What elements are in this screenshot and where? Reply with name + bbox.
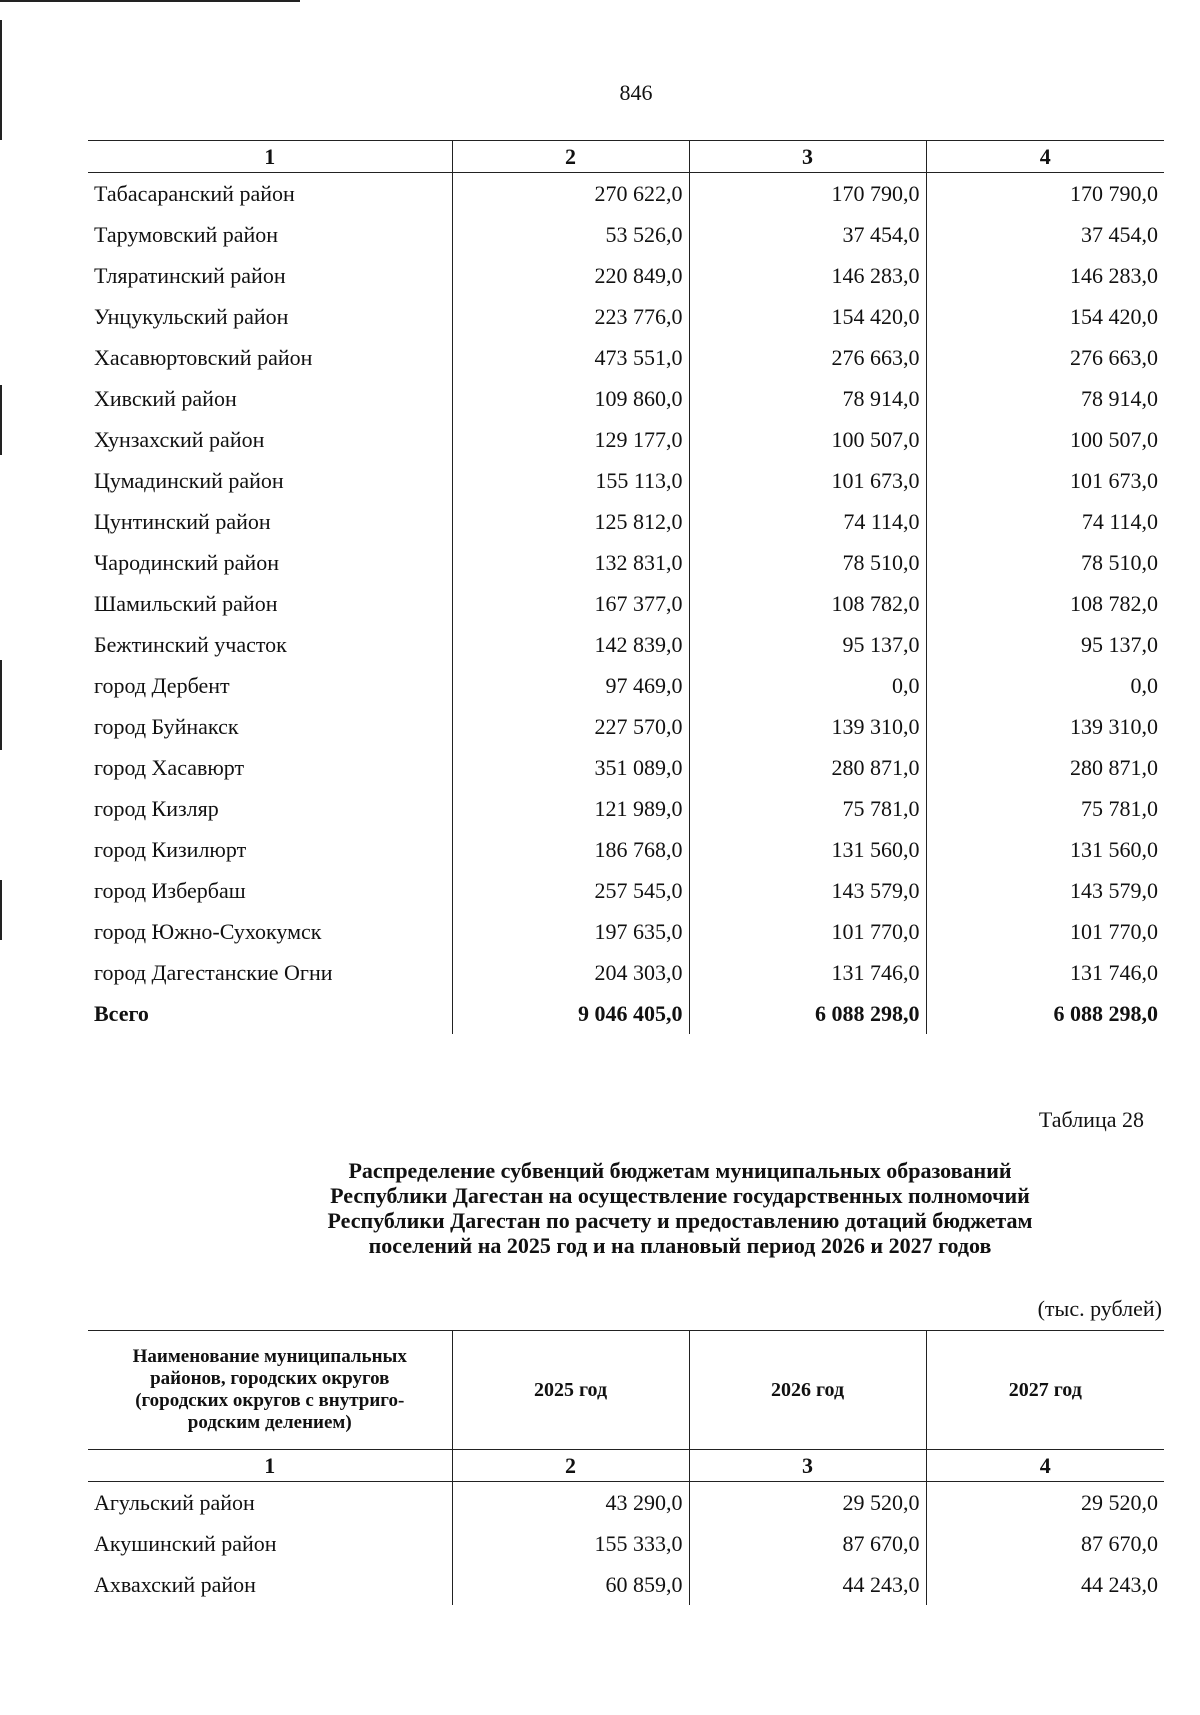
row-name: город Хасавюрт: [88, 747, 452, 788]
value-2025: 9 046 405,0: [452, 993, 689, 1034]
value-2025: 125 812,0: [452, 501, 689, 542]
header-name-line: Наименование муниципальных: [132, 1346, 407, 1367]
table-row: [88, 665, 1164, 706]
table-row: [88, 911, 1164, 952]
scan-top-line: [0, 0, 300, 2]
value-2025: 43 290,0: [452, 1482, 689, 1524]
table-row: [88, 706, 1164, 747]
table-title-line: Республики Дагестан на осуществление государственных полномочий: [330, 1183, 1030, 1208]
value-2026: 108 782,0: [689, 583, 926, 624]
column-number: 1: [88, 1450, 452, 1482]
table-row: [88, 173, 1164, 215]
row-name: Агульский район: [88, 1482, 452, 1524]
column-number: 3: [689, 1450, 926, 1482]
table-row: [88, 1482, 1164, 1524]
value-2027: 139 310,0: [1070, 713, 1158, 739]
value-2027: 95 137,0: [1081, 631, 1158, 657]
value-2025: 53 526,0: [452, 214, 689, 255]
column-number-row: [88, 141, 1164, 173]
row-name: Унцукульский район: [88, 296, 452, 337]
value-2027: 87 670,0: [1081, 1530, 1158, 1556]
value-2025: 132 831,0: [452, 542, 689, 583]
value-2027: 100 507,0: [1070, 426, 1158, 452]
value-2026: 276 663,0: [689, 337, 926, 378]
value-2026: 0,0: [689, 665, 926, 706]
value-2026: 37 454,0: [689, 214, 926, 255]
value-2026: 139 310,0: [689, 706, 926, 747]
value-2025: 473 551,0: [452, 337, 689, 378]
total-row: [88, 993, 1164, 1034]
table-row: [88, 378, 1164, 419]
value-2026: 154 420,0: [689, 296, 926, 337]
column-number-row: [88, 1450, 1164, 1482]
row-name: Цунтинский район: [88, 501, 452, 542]
column-number: 4: [926, 141, 1164, 173]
header-name-cell: [88, 1331, 452, 1450]
row-name: Табасаранский район: [88, 173, 452, 215]
value-2025: 351 089,0: [452, 747, 689, 788]
row-name: город Кизилюрт: [88, 829, 452, 870]
scan-edge-mark: [0, 660, 2, 750]
column-number: 3: [689, 141, 926, 173]
scan-edge-mark: [0, 880, 2, 940]
value-2026: 143 579,0: [689, 870, 926, 911]
value-2025: 186 768,0: [452, 829, 689, 870]
value-2026: 29 520,0: [689, 1482, 926, 1524]
value-2025: 227 570,0: [452, 706, 689, 747]
header-2025: 2025 год: [452, 1331, 689, 1450]
table-row: [88, 583, 1164, 624]
table-continuation: [88, 140, 1164, 1034]
value-2027: 280 871,0: [1070, 754, 1158, 780]
table-row: [88, 829, 1164, 870]
table-title: [180, 1158, 1180, 1258]
value-2026: 87 670,0: [689, 1523, 926, 1564]
value-2025: 121 989,0: [452, 788, 689, 829]
value-2026: 101 673,0: [689, 460, 926, 501]
table-title-line: Республики Дагестан по расчету и предоставлению дотаций бюджетам: [327, 1208, 1033, 1233]
value-2025: 60 859,0: [452, 1564, 689, 1605]
table-row: [88, 870, 1164, 911]
value-2026: 146 283,0: [689, 255, 926, 296]
row-name: Шамильский район: [88, 583, 452, 624]
table-row: [88, 255, 1164, 296]
value-2025: 167 377,0: [452, 583, 689, 624]
value-2027: 37 454,0: [1081, 221, 1158, 247]
header-name-line: родским делением): [187, 1412, 352, 1433]
row-name: Цумадинский район: [88, 460, 452, 501]
value-2027: 78 510,0: [1081, 549, 1158, 575]
table-number: Таблица 28: [1038, 1107, 1144, 1132]
value-2027: 154 420,0: [1070, 303, 1158, 329]
row-name: Хивский район: [88, 378, 452, 419]
column-number: 2: [452, 141, 689, 173]
row-name: город Буйнакск: [88, 706, 452, 747]
value-2025: 109 860,0: [452, 378, 689, 419]
value-2027: 170 790,0: [1070, 180, 1158, 206]
table-row: [88, 747, 1164, 788]
value-2027: 74 114,0: [1081, 508, 1158, 534]
table-title-line: Распределение субвенций бюджетам муниципальных образований: [348, 1158, 1012, 1183]
value-2026: 131 560,0: [689, 829, 926, 870]
row-name: Ахвахский район: [88, 1564, 452, 1605]
row-name: Чародинский район: [88, 542, 452, 583]
page-number: 846: [619, 80, 653, 105]
value-2026: 170 790,0: [689, 173, 926, 215]
value-2026: 75 781,0: [689, 788, 926, 829]
value-2025: 197 635,0: [452, 911, 689, 952]
value-2027: 143 579,0: [1070, 877, 1158, 903]
header-row: [88, 1331, 1164, 1450]
value-2025: 155 333,0: [452, 1523, 689, 1564]
row-name: город Дагестанские Огни: [88, 952, 452, 993]
value-2027: 131 746,0: [1070, 959, 1158, 985]
value-2027: 146 283,0: [1070, 262, 1158, 288]
value-2027: 101 770,0: [1070, 918, 1158, 944]
value-2025: 223 776,0: [452, 296, 689, 337]
value-2025: 142 839,0: [452, 624, 689, 665]
value-2027: 78 914,0: [1081, 385, 1158, 411]
value-2027: 29 520,0: [1081, 1489, 1158, 1515]
value-2027: 44 243,0: [1081, 1571, 1158, 1597]
table-title-line: поселений на 2025 год и на плановый период 2026 и 2027 годов: [368, 1233, 992, 1258]
row-name: Всего: [88, 993, 452, 1034]
column-number: 4: [926, 1450, 1164, 1482]
table-row: [88, 1564, 1164, 1605]
table-row: [88, 501, 1164, 542]
row-name: Хасавюртовский район: [88, 337, 452, 378]
value-2025: 270 622,0: [452, 173, 689, 215]
table-row: [88, 460, 1164, 501]
table-subventions: [88, 1330, 1164, 1605]
value-2027: 75 781,0: [1081, 795, 1158, 821]
value-2025: 204 303,0: [452, 952, 689, 993]
value-2025: 257 545,0: [452, 870, 689, 911]
value-2025: 129 177,0: [452, 419, 689, 460]
value-2027: 101 673,0: [1070, 467, 1158, 493]
row-name: Акушинский район: [88, 1523, 452, 1564]
row-name: город Дербент: [88, 665, 452, 706]
value-2027: 6 088 298,0: [1053, 1000, 1158, 1026]
row-name: Тляратинский район: [88, 255, 452, 296]
value-2026: 131 746,0: [689, 952, 926, 993]
header-2026: 2026 год: [689, 1331, 926, 1450]
row-name: город Избербаш: [88, 870, 452, 911]
row-name: город Кизляр: [88, 788, 452, 829]
value-2027: 276 663,0: [1070, 344, 1158, 370]
table-row: [88, 419, 1164, 460]
value-2026: 6 088 298,0: [689, 993, 926, 1034]
row-name: Тарумовский район: [88, 214, 452, 255]
table-row: [88, 542, 1164, 583]
scan-edge-mark: [0, 385, 2, 455]
table-row: [88, 296, 1164, 337]
table-row: [88, 952, 1164, 993]
table-row: [88, 214, 1164, 255]
header-name-line: районов, городских округов: [150, 1368, 390, 1389]
value-2026: 78 510,0: [689, 542, 926, 583]
value-2026: 44 243,0: [689, 1564, 926, 1605]
units-label: (тыс. рублей): [1037, 1296, 1162, 1321]
value-2027: 131 560,0: [1070, 836, 1158, 862]
value-2026: 101 770,0: [689, 911, 926, 952]
table-row: [88, 788, 1164, 829]
value-2026: 100 507,0: [689, 419, 926, 460]
column-number: 2: [452, 1450, 689, 1482]
value-2026: 74 114,0: [689, 501, 926, 542]
column-number: 1: [88, 141, 452, 173]
value-2027: 108 782,0: [1070, 590, 1158, 616]
row-name: Бежтинский участок: [88, 624, 452, 665]
row-name: Хунзахский район: [88, 419, 452, 460]
row-name: город Южно-Сухокумск: [88, 911, 452, 952]
value-2027: 0,0: [1130, 672, 1158, 698]
scan-edge-mark: [0, 20, 2, 140]
header-2027: 2027 год: [926, 1331, 1164, 1450]
value-2026: 95 137,0: [689, 624, 926, 665]
value-2025: 220 849,0: [452, 255, 689, 296]
value-2025: 97 469,0: [452, 665, 689, 706]
value-2026: 78 914,0: [689, 378, 926, 419]
header-name-line: (городских округов с внутриго-: [135, 1390, 405, 1411]
table-row: [88, 337, 1164, 378]
value-2025: 155 113,0: [452, 460, 689, 501]
value-2026: 280 871,0: [689, 747, 926, 788]
table-row: [88, 624, 1164, 665]
table-row: [88, 1523, 1164, 1564]
